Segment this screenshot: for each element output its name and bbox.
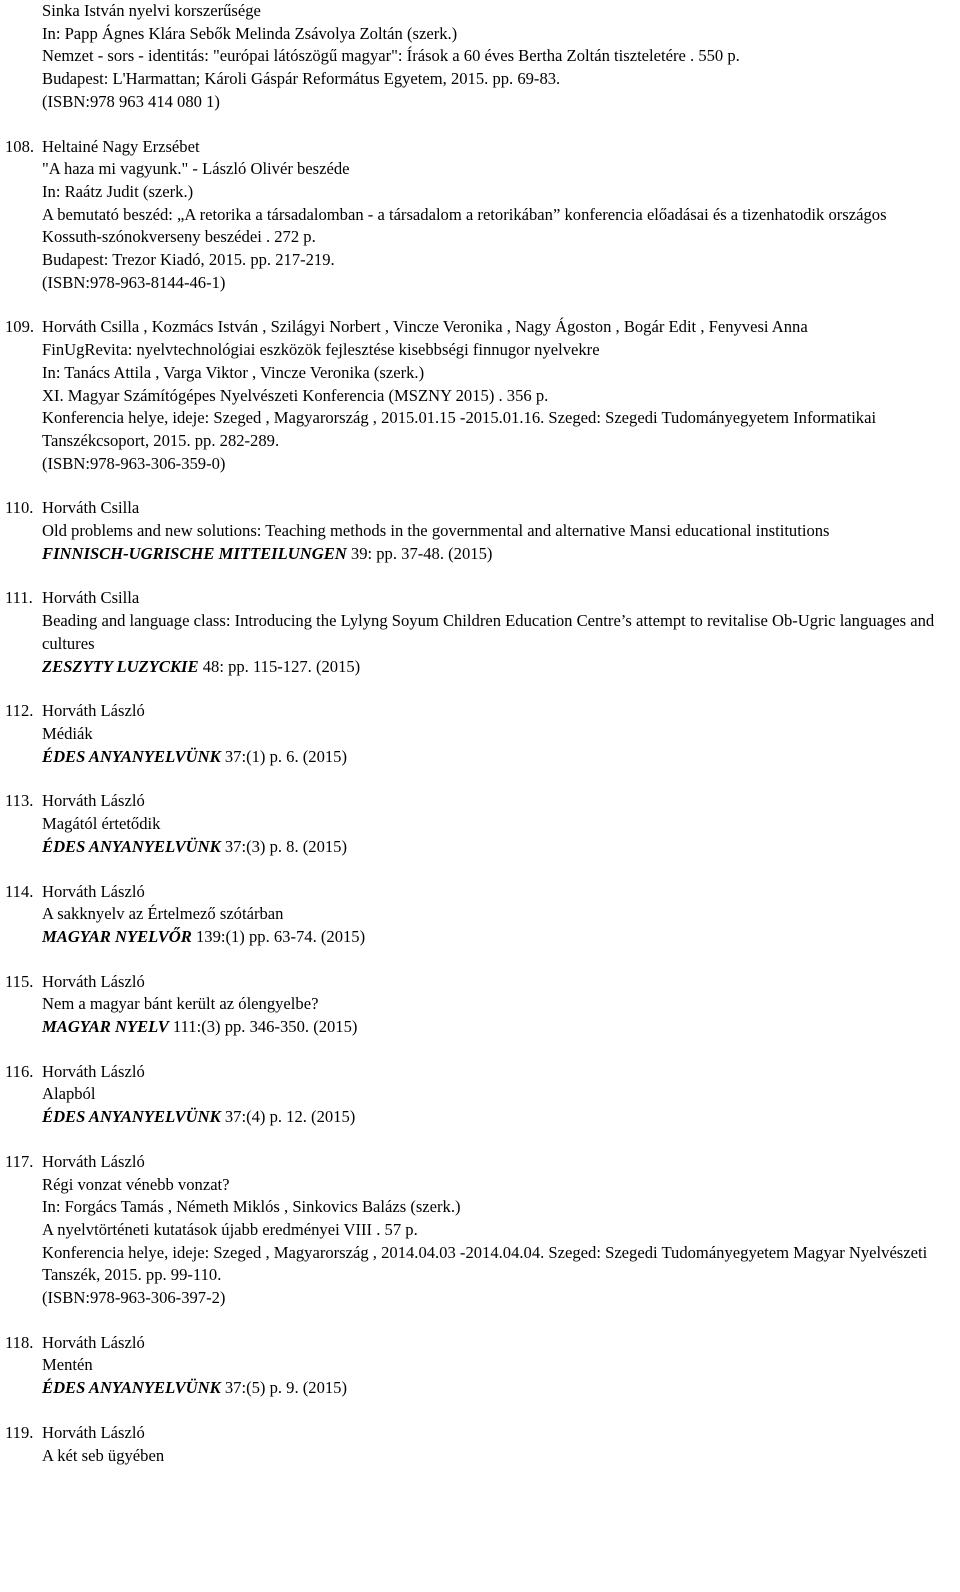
journal-details: 139:(1) pp. 63-74. (2015) [191,926,366,946]
journal-details: 37:(3) p. 8. (2015) [220,836,347,856]
list-item [0,700,960,768]
journal-details: 37:(5) p. 9. (2015) [220,1378,347,1398]
entry-title: Magától értetődik [42,814,161,834]
entry-title: Beading and language class: Introducing the Lylyng Soyum Children Education Centre’s attempt to revitalise Ob-Ugric languages and cultures [42,611,935,653]
entry-title: Alapból [42,1084,96,1104]
entry-book: A bemutató beszéd: „A retorika a társadalomban - a társadalom a retorikában” konferencia előadásai és a tizenhatodik országos Kossuth-szónokverseny beszédei . 272 p. [42,204,887,247]
entry-title: FinUgRevita: nyelvtechnológiai eszközök fejlesztése kisebbségi finnugor nyelvekre [42,340,600,360]
entry-author: Horváth László [42,1061,145,1081]
entry-author: Heltainé Nagy Erzsébet [42,136,200,156]
entry-isbn: (ISBN:978-963-306-359-0) [42,453,226,473]
list-item [0,1332,960,1400]
entry-author: Horváth László [42,971,145,991]
entry-journal-line [42,1377,947,1400]
entry-title: Nem a magyar bánt került az ólengyelbe? [42,994,319,1014]
entry-number: 117. [5,1151,34,1171]
entry-journal-line [42,836,947,859]
entry-book: XI. Magyar Számítógépes Nyelvészeti Konferencia (MSZNY 2015) . 356 p. [42,385,549,405]
entry-number: 109. [5,317,35,337]
journal-details: 111:(3) pp. 346-350. (2015) [168,1017,358,1037]
list-item [0,790,960,858]
entry-number: 110. [5,498,34,518]
list-item [0,497,960,565]
entry-author: Horváth László [42,701,145,721]
entry-book: Nemzet - sors - identitás: "európai látószögű magyar": Írások a 60 éves Bertha Zoltán tiszteletére . 550 p. [42,46,740,66]
entry-title: A két seb ügyében [42,1445,165,1465]
journal-name: ZESZYTY LUZYCKIE [42,656,199,676]
entry-author: Horváth László [42,791,145,811]
entry-number: 108. [5,136,35,156]
entry-editors: In: Forgács Tamás , Németh Miklós , Sinkovics Balázs (szerk.) [42,1197,461,1217]
entry-isbn: (ISBN:978-963-306-397-2) [42,1288,226,1308]
entry-number: 116. [5,1061,34,1081]
journal-name: MAGYAR NYELVŐR [42,926,192,946]
entry-title: Old problems and new solutions: Teaching methods in the governmental and alternative Mansi educational institutions [42,521,830,541]
entry-isbn: (ISBN:978-963-8144-46-1) [42,272,226,292]
entry-title: A sakknyelv az Értelmező szótárban [42,904,284,924]
journal-name: MAGYAR NYELV [42,1017,169,1037]
list-item [0,1061,960,1129]
journal-details: 48: pp. 115-127. (2015) [198,656,361,676]
entry-title: Mentén [42,1355,93,1375]
journal-name: ÉDES ANYANYELVÜNK [42,746,221,766]
entry-author: Horváth László [42,1151,145,1171]
entry-number: 114. [5,881,34,901]
entry-author: Horváth Csilla [42,588,140,608]
entry-title: Régi vonzat vénebb vonzat? [42,1174,230,1194]
list-item [0,971,960,1039]
entry-journal-line [42,1016,947,1039]
list-item [0,136,960,295]
continued-entry [42,0,947,114]
entry-editors: In: Tanács Attila , Varga Viktor , Vincze Veronika (szerk.) [42,362,425,382]
entry-author: Horváth Csilla [42,498,140,518]
entry-number: 112. [5,701,34,721]
journal-details: 37:(4) p. 12. (2015) [220,1107,356,1127]
journal-details: 39: pp. 37-48. (2015) [346,543,493,563]
entry-title: Médiák [42,723,93,743]
entry-number: 119. [5,1422,34,1442]
entry-title: Sinka István nyelvi korszerűsége [42,1,261,20]
entry-journal-line [42,1106,947,1129]
journal-name: ÉDES ANYANYELVÜNK [42,836,221,856]
entry-number: 113. [5,791,34,811]
journal-name: ÉDES ANYANYELVÜNK [42,1107,221,1127]
entry-author: Horváth Csilla , Kozmács István , Szilágyi Norbert , Vincze Veronika , Nagy Ágoston , Bogár Edit , Fenyvesi Anna [42,317,808,337]
entry-conference: Konferencia helye, ideje: Szeged , Magyarország , 2014.04.03 -2014.04.04. Szeged: Szegedi Tudományegyetem Magyar Nyelvészeti Tanszék, 2015. pp. 99-110. [42,1242,928,1285]
entry-book: A nyelvtörténeti kutatások újabb eredményei VIII . 57 p. [42,1219,418,1239]
entry-journal-line [42,656,947,679]
entry-editors: In: Raátz Judit (szerk.) [42,181,194,201]
entry-editors: In: Papp Ágnes Klára Sebők Melinda Zsávolya Zoltán (szerk.) [42,23,458,43]
entry-journal-line [42,746,947,769]
list-item [0,587,960,678]
list-item [0,1422,960,1467]
entry-journal-line [42,926,947,949]
entry-number: 115. [5,971,34,991]
entry-publisher: Budapest: L'Harmattan; Károli Gáspár Református Egyetem, 2015. pp. 69-83. [42,69,561,89]
journal-details: 37:(1) p. 6. (2015) [220,746,347,766]
entry-number: 118. [5,1332,34,1352]
entry-journal-line [42,543,947,566]
entry-conference: Konferencia helye, ideje: Szeged , Magyarország , 2015.01.15 -2015.01.16. Szeged: Szegedi Tudományegyetem Informatikai Tanszékcsoport, 2015. pp. 282-289. [42,408,877,450]
journal-name: ÉDES ANYANYELVÜNK [42,1378,221,1398]
entry-author: Horváth László [42,881,145,901]
list-item [0,316,960,475]
entry-author: Horváth László [42,1422,145,1442]
list-item [0,881,960,949]
entry-title: "A haza mi vagyunk." - László Olivér beszéde [42,159,350,179]
entry-author: Horváth László [42,1332,145,1352]
entry-number: 111. [5,588,33,608]
journal-name: FINNISCH-UGRISCHE MITTEILUNGEN [42,543,347,563]
entry-publisher: Budapest: Trezor Kiadó, 2015. pp. 217-219. [42,250,335,270]
entry-isbn: (ISBN:978 963 414 080 1) [42,91,220,111]
list-item [0,1151,960,1310]
